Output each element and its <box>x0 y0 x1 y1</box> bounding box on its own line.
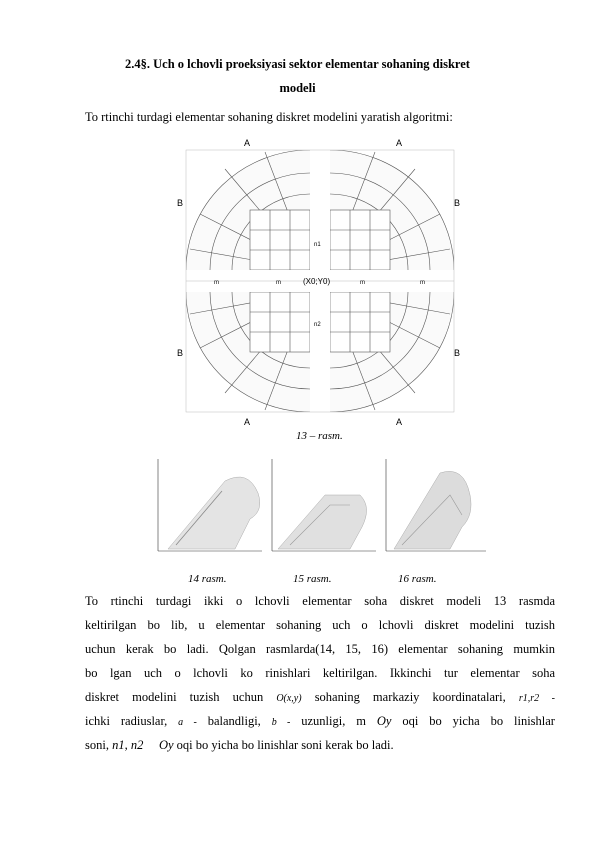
formula-center: O(x,y) <box>276 693 302 704</box>
body-line-6-text-c: uzunligi, m <box>301 714 366 728</box>
figure-14-shape <box>168 477 260 549</box>
body-line-7-text-b: oqi bo yicha bo linishlar soni kerak bo ladi. <box>176 738 394 752</box>
figure-13-drawing <box>170 134 470 429</box>
fig13-label-b-bl: B <box>177 348 184 358</box>
fig13-label-b-tr: B <box>454 198 461 208</box>
body-line-6-text-a: ichki radiuslar, <box>85 714 168 728</box>
fig13-label-m-left: m <box>276 280 281 286</box>
fig13-label-n2: n2 <box>314 322 321 328</box>
figure-16-caption: 16 rasm. <box>398 573 437 585</box>
figures-14-16 <box>150 455 490 560</box>
fig13-label-a-bl: A <box>244 417 251 427</box>
fig13-label-n1: n1 <box>314 242 321 248</box>
figure-14-caption: 14 rasm. <box>188 573 227 585</box>
formula-oy: Oy <box>376 714 392 728</box>
body-line-7 <box>85 734 555 756</box>
body-line-6-text-b: balandligi, <box>207 714 261 728</box>
figure-16-shape <box>394 471 471 549</box>
formula-radii: r1,r2 - <box>518 693 555 704</box>
figure-13-caption: 13 – rasm. <box>296 430 343 442</box>
section-title: 2.4§. Uch o lchovli proeksiyasi sektor elementar sohaning diskret <box>125 57 470 71</box>
body-line-5-text-b: sohaning markaziy koordinatalari, <box>314 690 506 704</box>
figure-13 <box>170 134 470 429</box>
body-line-6-text-d: oqi bo yicha bo linishlar <box>402 714 555 728</box>
section-title-cont: modeli <box>279 81 316 95</box>
body-line-6 <box>85 710 555 734</box>
fig13-label-a-tr: A <box>396 138 403 148</box>
fig13-label-m-right: m <box>360 280 365 286</box>
fig13-label-a-tl: A <box>244 138 251 148</box>
formula-b: b - <box>271 717 291 728</box>
body-line-4: bo lgan uch o lchovli ko rinishlari keltirilgan. Ikkinchi tur elementar soha <box>85 666 555 680</box>
body-line-7-oy: Oy <box>158 738 174 752</box>
figure-15-shape <box>278 495 367 549</box>
body-line-7-n1-n2: n1, n2 <box>112 738 144 752</box>
figures-14-16-drawing <box>150 455 490 560</box>
body-line-7-text-a: soni, <box>85 738 109 752</box>
body-line-5 <box>85 686 555 710</box>
fig13-label-b-br: B <box>454 348 461 358</box>
fig13-label-m-far-right: m <box>420 280 425 286</box>
body-line-2: keltirilgan bo lib, u elementar sohaning uch o lchovli diskret modelini tuzish <box>85 618 555 632</box>
body-line-1: To rtinchi turdagi ikki o lchovli elementar soha diskret modeli 13 rasmda <box>85 594 555 608</box>
intro-paragraph: To rtinchi turdagi elementar sohaning diskret modelini yaratish algoritmi: <box>85 110 453 124</box>
body-line-5-text-a: diskret modelini tuzish uchun <box>85 690 264 704</box>
fig13-label-m-far-left: m <box>214 280 219 286</box>
formula-a: a - <box>178 717 197 728</box>
body-line-3: uchun kerak bo ladi. Qolgan rasmlarda(14, 15, 16) elementar sohaning mumkin <box>85 642 555 656</box>
fig13-label-b-tl: B <box>177 198 184 208</box>
fig13-center-label: (X0;Y0) <box>303 277 331 286</box>
figure-15-caption: 15 rasm. <box>293 573 332 585</box>
fig13-label-a-br: A <box>396 417 403 427</box>
